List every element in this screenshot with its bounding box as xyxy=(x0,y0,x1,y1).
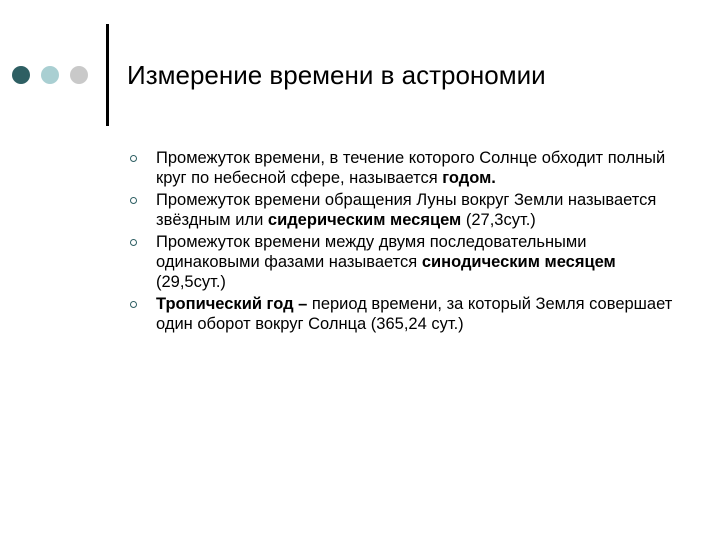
bullet-circle-icon xyxy=(130,301,137,308)
decorative-dots xyxy=(12,66,94,84)
bullet-circle-icon xyxy=(130,155,137,162)
bullet-bold-term: Тропический год – xyxy=(156,295,308,313)
bullet-bold-term: синодическим месяцем xyxy=(421,253,616,271)
bullet-item-year xyxy=(130,148,690,188)
bullet-circle-icon xyxy=(130,239,137,246)
bullet-text: Промежуток времени обращения Луны вокруг Земли называется звёздным или xyxy=(156,191,657,229)
bullet-item-sidereal-month xyxy=(130,190,690,230)
bullet-bold-term: годом. xyxy=(442,169,496,187)
bullet-text: период времени, за который Земля совершает один оборот вокруг Солнца (365,24 сут.) xyxy=(156,295,673,333)
bullet-list xyxy=(130,148,690,336)
dark-teal-dot-icon xyxy=(12,66,30,84)
title-divider-line xyxy=(106,24,109,126)
bullet-item-tropical-year xyxy=(130,294,690,334)
bullet-bold-term: сидерическим месяцем xyxy=(267,211,462,229)
bullet-circle-icon xyxy=(130,197,137,204)
gray-dot-icon xyxy=(70,66,88,84)
light-teal-dot-icon xyxy=(41,66,59,84)
bullet-text: Промежуток времени, в течение которого Солнце обходит полный круг по небесной сфере, называется xyxy=(156,149,666,187)
bullet-item-synodic-month xyxy=(130,232,690,292)
bullet-text-tail: (29,5сут.) xyxy=(156,273,226,291)
bullet-text-tail: (27,3сут.) xyxy=(461,211,536,229)
slide-title: Измерение времени в астрономии xyxy=(127,60,546,90)
bullet-text: Промежуток времени между двумя последовательными одинаковыми фазами называется xyxy=(156,233,587,271)
